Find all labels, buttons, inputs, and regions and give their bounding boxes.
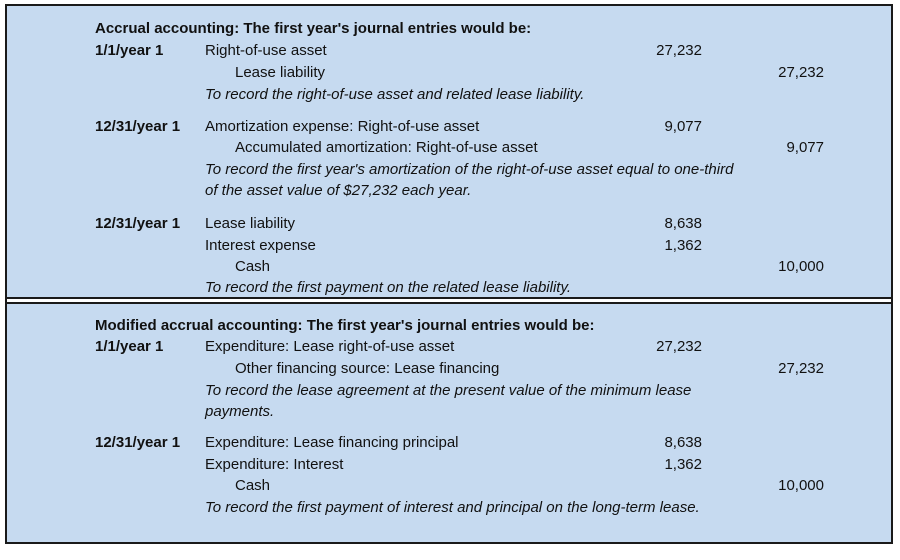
credit-amount: 10,000 bbox=[778, 477, 824, 494]
credit-amount: 27,232 bbox=[778, 64, 824, 81]
credit-amount: 9,077 bbox=[786, 139, 824, 156]
debit-account: Right-of-use asset bbox=[205, 42, 327, 59]
credit-account: Cash bbox=[235, 477, 271, 494]
debit-account: Expenditure: Interest bbox=[205, 456, 344, 473]
debit-account: Expenditure: Lease right-of-use asset bbox=[205, 338, 455, 355]
debit-account: Interest expense bbox=[205, 237, 316, 254]
entry-date: 1/1/year 1 bbox=[95, 42, 164, 59]
debit-account: Expenditure: Lease financing principal bbox=[205, 434, 459, 451]
debit-amount: 8,638 bbox=[664, 434, 702, 451]
entry-memo: To record the first payment on the related lease liability. bbox=[205, 279, 572, 296]
credit-amount: 27,232 bbox=[778, 360, 824, 377]
entry-date: 1/1/year 1 bbox=[95, 338, 164, 355]
debit-account: Amortization expense: Right-of-use asset bbox=[205, 118, 480, 135]
credit-account: Cash bbox=[235, 258, 271, 275]
entry-memo-continued: of the asset value of $27,232 each year. bbox=[205, 182, 472, 199]
credit-account: Other financing source: Lease financing bbox=[235, 360, 500, 377]
entry-memo: To record the lease agreement at the present value of the minimum lease bbox=[205, 382, 692, 399]
entry-date: 12/31/year 1 bbox=[95, 215, 181, 232]
debit-account: Lease liability bbox=[205, 215, 296, 232]
accrual-heading: Accrual accounting: The first year's journal entries would be: bbox=[95, 20, 532, 37]
entry-memo-continued: payments. bbox=[205, 403, 275, 420]
credit-account: Lease liability bbox=[235, 64, 326, 81]
debit-amount: 8,638 bbox=[664, 215, 702, 232]
debit-amount: 9,077 bbox=[664, 118, 702, 135]
modified-accrual-heading: Modified accrual accounting: The first year's journal entries would be: bbox=[95, 317, 595, 334]
entry-memo: To record the right-of-use asset and related lease liability. bbox=[205, 86, 585, 103]
debit-amount: 1,362 bbox=[664, 237, 702, 254]
credit-amount: 10,000 bbox=[778, 258, 824, 275]
modified-accrual-section bbox=[7, 304, 891, 542]
debit-amount: 27,232 bbox=[656, 42, 702, 59]
debit-amount: 27,232 bbox=[656, 338, 702, 355]
entry-memo: To record the first year's amortization of the right-of-use asset equal to one-third bbox=[205, 161, 734, 178]
entry-memo: To record the first payment of interest and principal on the long-term lease. bbox=[205, 499, 700, 516]
debit-amount: 1,362 bbox=[664, 456, 702, 473]
entry-date: 12/31/year 1 bbox=[95, 118, 181, 135]
entry-date: 12/31/year 1 bbox=[95, 434, 181, 451]
credit-account: Accumulated amortization: Right-of-use asset bbox=[235, 139, 538, 156]
section-divider bbox=[7, 297, 891, 304]
accrual-section bbox=[7, 6, 891, 298]
journal-entries-panel bbox=[5, 4, 893, 544]
